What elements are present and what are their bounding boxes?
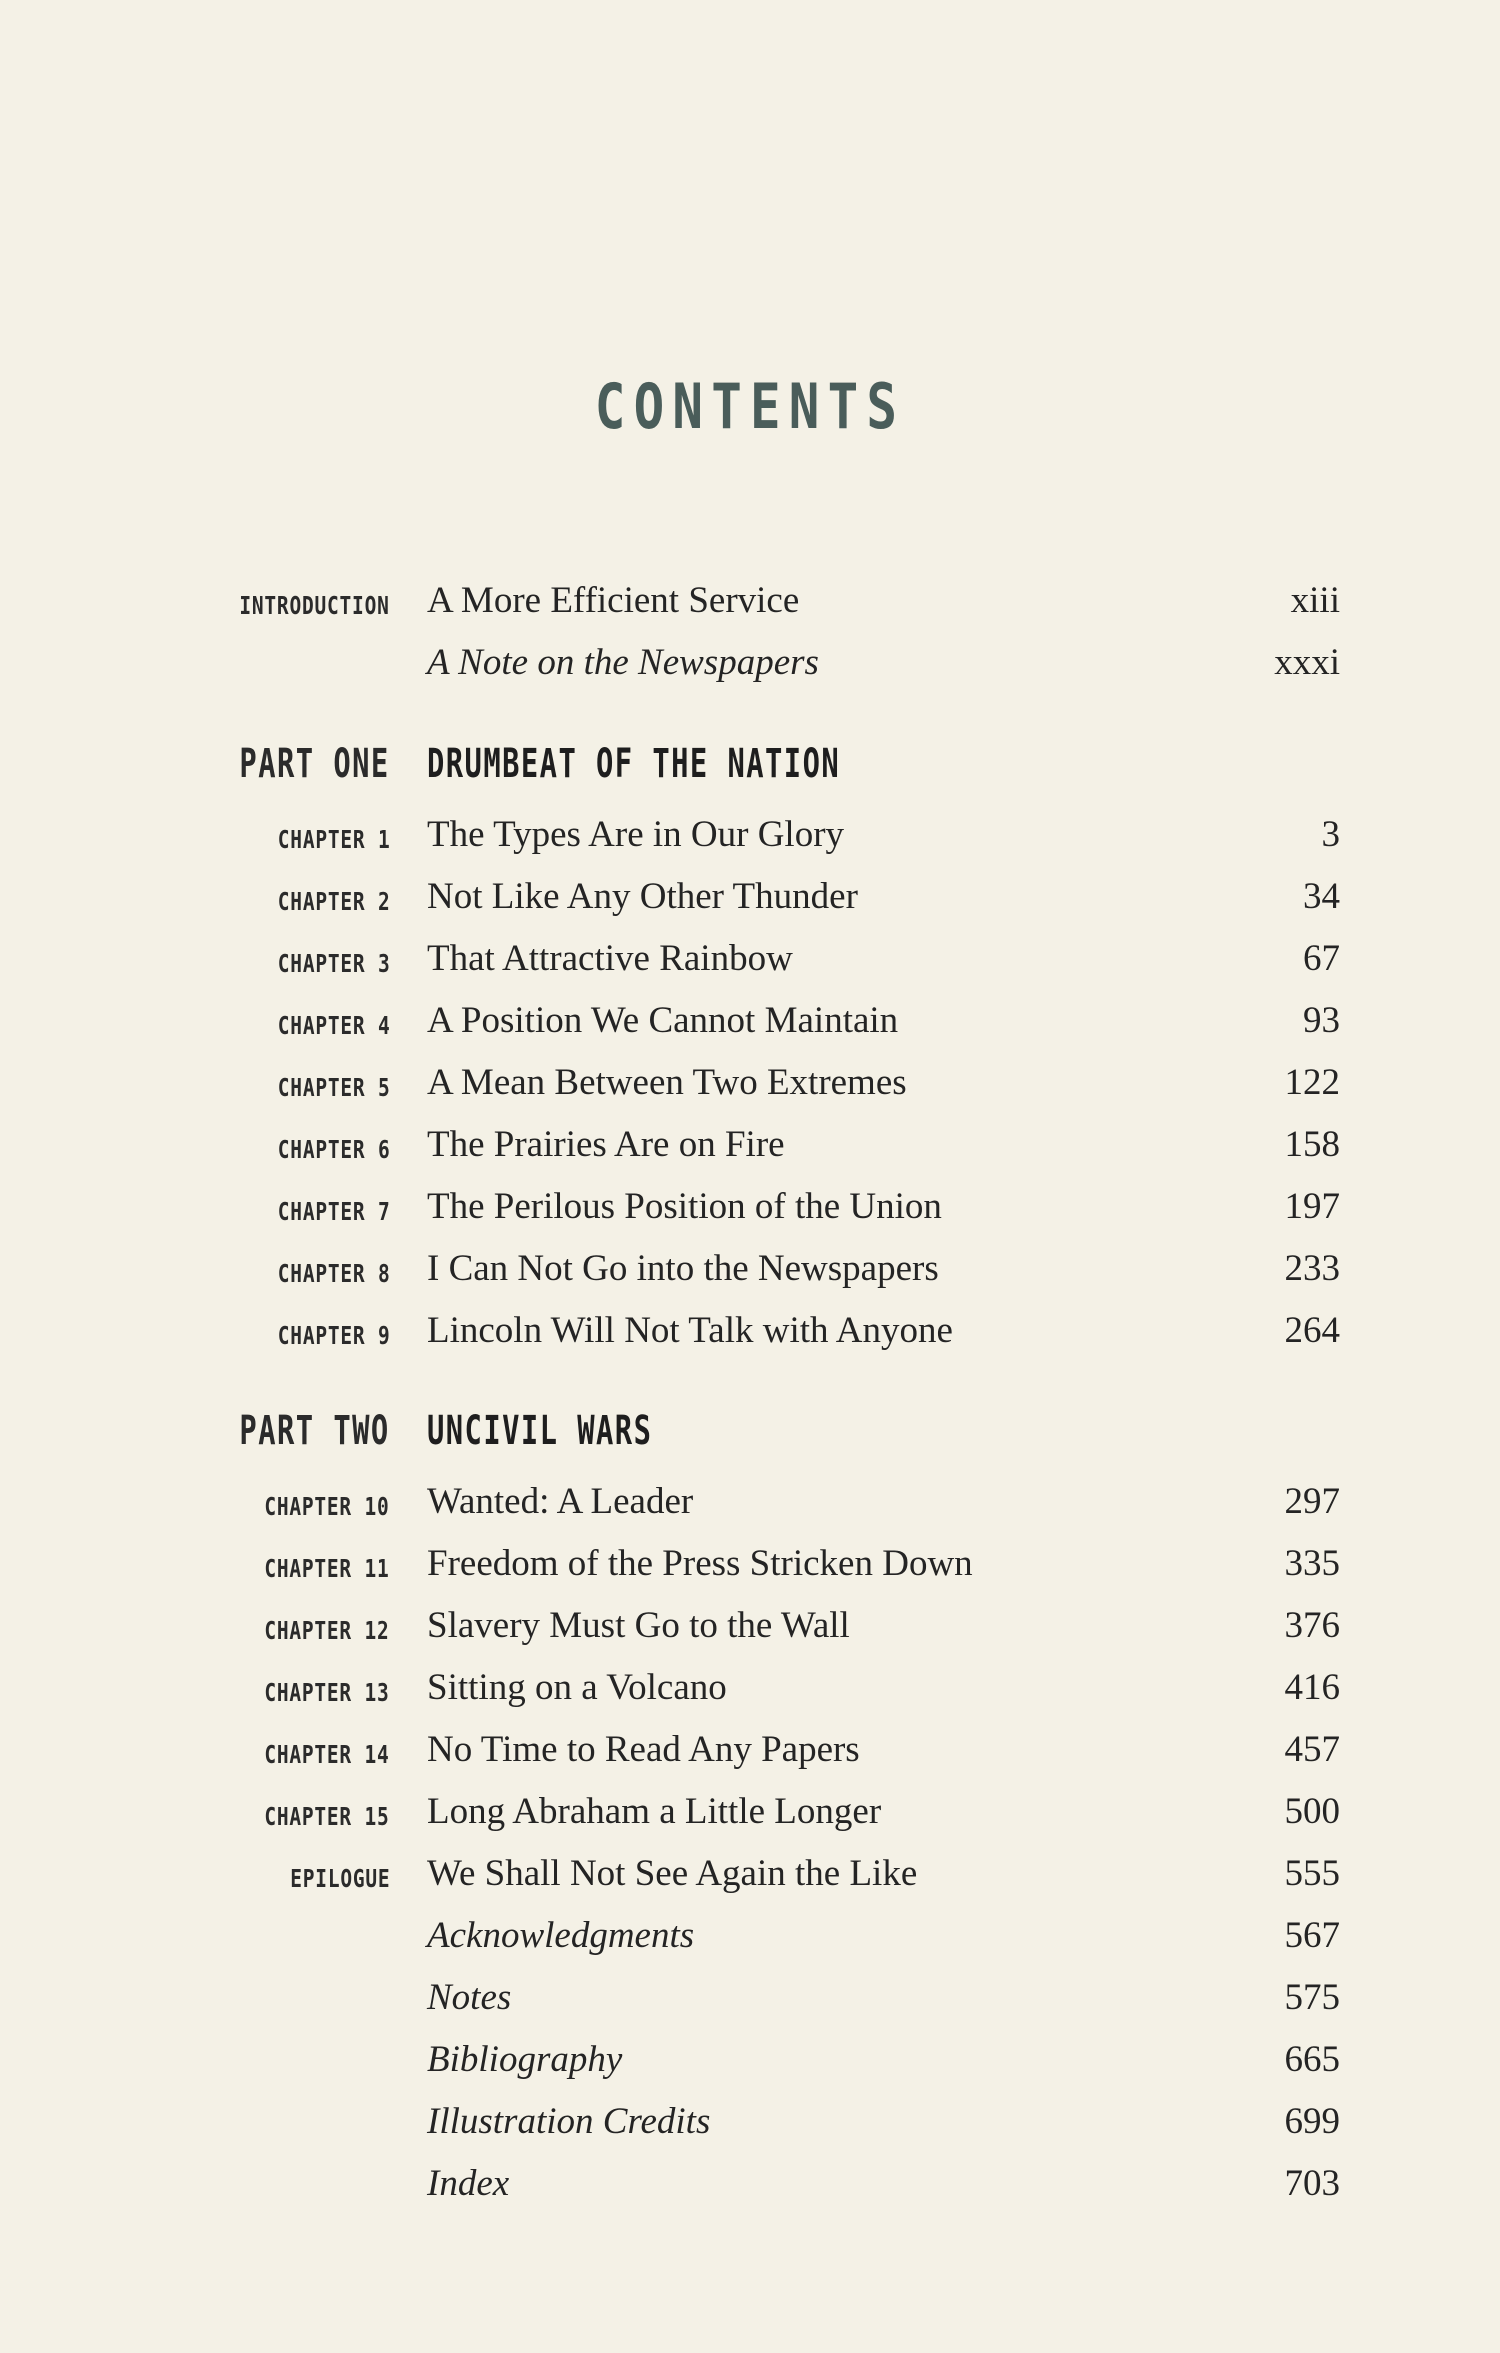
toc-row-part-one[interactable] [0,733,1500,793]
part-label: PART ONE [239,741,390,787]
toc-entry-title: The Perilous Position of the Union [427,1186,942,1227]
toc-label: CHAPTER 12 [264,1616,390,1645]
page-title: CONTENTS [594,370,906,443]
toc-entry-title: Index [427,2163,510,2204]
toc-page-number: xiii [1290,580,1340,621]
toc-row-chapter-15[interactable] [0,1781,1500,1841]
toc-page-number: 575 [1284,1977,1340,2018]
toc-page-number: 34 [1303,876,1340,917]
toc-entry-title: Illustration Credits [427,2101,711,2142]
toc-label: CHAPTER 14 [264,1740,390,1769]
toc-entry-title: We Shall Not See Again the Like [427,1853,918,1894]
part-label: PART TWO [239,1408,390,1454]
toc-row-index[interactable] [0,2153,1500,2213]
toc-label: CHAPTER 8 [277,1259,390,1288]
toc-row-chapter-3[interactable] [0,928,1500,988]
part-title: DRUMBEAT OF THE NATION [427,741,841,787]
toc-page-number: 122 [1284,1062,1340,1103]
toc-page-number: 665 [1284,2039,1340,2080]
toc-page-number: 335 [1284,1543,1340,1584]
toc-row-chapter-9[interactable] [0,1300,1500,1360]
toc-entry-title: No Time to Read Any Papers [427,1729,860,1770]
toc-entry-title: The Prairies Are on Fire [427,1124,785,1165]
toc-label: CHAPTER 9 [277,1321,390,1350]
toc-label: CHAPTER 1 [277,825,390,854]
toc-row-chapter-2[interactable] [0,866,1500,926]
toc-row-acknowledgments[interactable] [0,1905,1500,1965]
toc-page-number: 264 [1284,1310,1340,1351]
toc-row-chapter-12[interactable] [0,1595,1500,1655]
toc-page-number: 233 [1284,1248,1340,1289]
toc-label: EPILOGUE [289,1864,390,1893]
toc-row-part-two[interactable] [0,1400,1500,1460]
toc-entry-title: That Attractive Rainbow [427,938,793,979]
toc-page-number: xxxi [1274,642,1340,683]
toc-entry-title: A Position We Cannot Maintain [427,1000,899,1041]
toc-page-number: 567 [1284,1915,1340,1956]
toc-label: CHAPTER 5 [277,1073,390,1102]
toc-page-number: 416 [1284,1667,1340,1708]
toc-row-chapter-5[interactable] [0,1052,1500,1112]
toc-entry-title: Wanted: A Leader [427,1481,694,1522]
toc-label: CHAPTER 10 [264,1492,390,1521]
toc-label: CHAPTER 7 [277,1197,390,1226]
toc-row-note-on-newspapers[interactable] [0,632,1500,692]
toc-entry-title: Lincoln Will Not Talk with Anyone [427,1310,953,1351]
toc-label: CHAPTER 2 [277,887,390,916]
toc-entry-title: A Mean Between Two Extremes [427,1062,907,1103]
toc-entry-title: A More Efficient Service [427,580,800,621]
toc-entry-title: Acknowledgments [427,1915,695,1956]
toc-label: CHAPTER 3 [277,949,390,978]
toc-row-notes[interactable] [0,1967,1500,2027]
toc-entry-title: I Can Not Go into the Newspapers [427,1248,939,1289]
toc-row-illustration-credits[interactable] [0,2091,1500,2151]
toc-label: CHAPTER 13 [264,1678,390,1707]
toc-row-chapter-4[interactable] [0,990,1500,1050]
toc-row-introduction[interactable] [0,570,1500,630]
toc-row-chapter-7[interactable] [0,1176,1500,1236]
toc-page-number: 3 [1321,814,1340,855]
toc-row-epilogue[interactable] [0,1843,1500,1903]
toc-label: CHAPTER 11 [264,1554,390,1583]
toc-label: INTRODUCTION [239,591,390,620]
toc-page-number: 297 [1284,1481,1340,1522]
toc-entry-title: Bibliography [427,2039,623,2080]
toc-entry-title: Freedom of the Press Stricken Down [427,1543,973,1584]
toc-label: CHAPTER 15 [264,1802,390,1831]
toc-row-chapter-8[interactable] [0,1238,1500,1298]
toc-page-number: 93 [1303,1000,1340,1041]
toc-page-number: 67 [1303,938,1340,979]
toc-page-number: 197 [1284,1186,1340,1227]
toc-entry-title: Sitting on a Volcano [427,1667,727,1708]
toc-row-chapter-6[interactable] [0,1114,1500,1174]
toc-entry-title: A Note on the Newspapers [427,642,819,683]
toc-row-chapter-11[interactable] [0,1533,1500,1593]
toc-entry-title: The Types Are in Our Glory [427,814,845,855]
toc-label: CHAPTER 4 [277,1011,390,1040]
toc-page-number: 158 [1284,1124,1340,1165]
toc-entry-title: Long Abraham a Little Longer [427,1791,882,1832]
toc-row-bibliography[interactable] [0,2029,1500,2089]
part-title: UNCIVIL WARS [427,1408,653,1454]
toc-page-number: 500 [1284,1791,1340,1832]
toc-row-chapter-14[interactable] [0,1719,1500,1779]
toc-row-chapter-13[interactable] [0,1657,1500,1717]
toc-page-number: 555 [1284,1853,1340,1894]
toc-row-chapter-10[interactable] [0,1471,1500,1531]
toc-page-number: 703 [1284,2163,1340,2204]
toc-page-number: 457 [1284,1729,1340,1770]
toc-page-number: 376 [1284,1605,1340,1646]
toc-page-number: 699 [1284,2101,1340,2142]
toc-label: CHAPTER 6 [277,1135,390,1164]
toc-entry-title: Slavery Must Go to the Wall [427,1605,850,1646]
toc-entry-title: Notes [427,1977,512,2018]
toc-row-chapter-1[interactable] [0,804,1500,864]
toc-entry-title: Not Like Any Other Thunder [427,876,858,917]
